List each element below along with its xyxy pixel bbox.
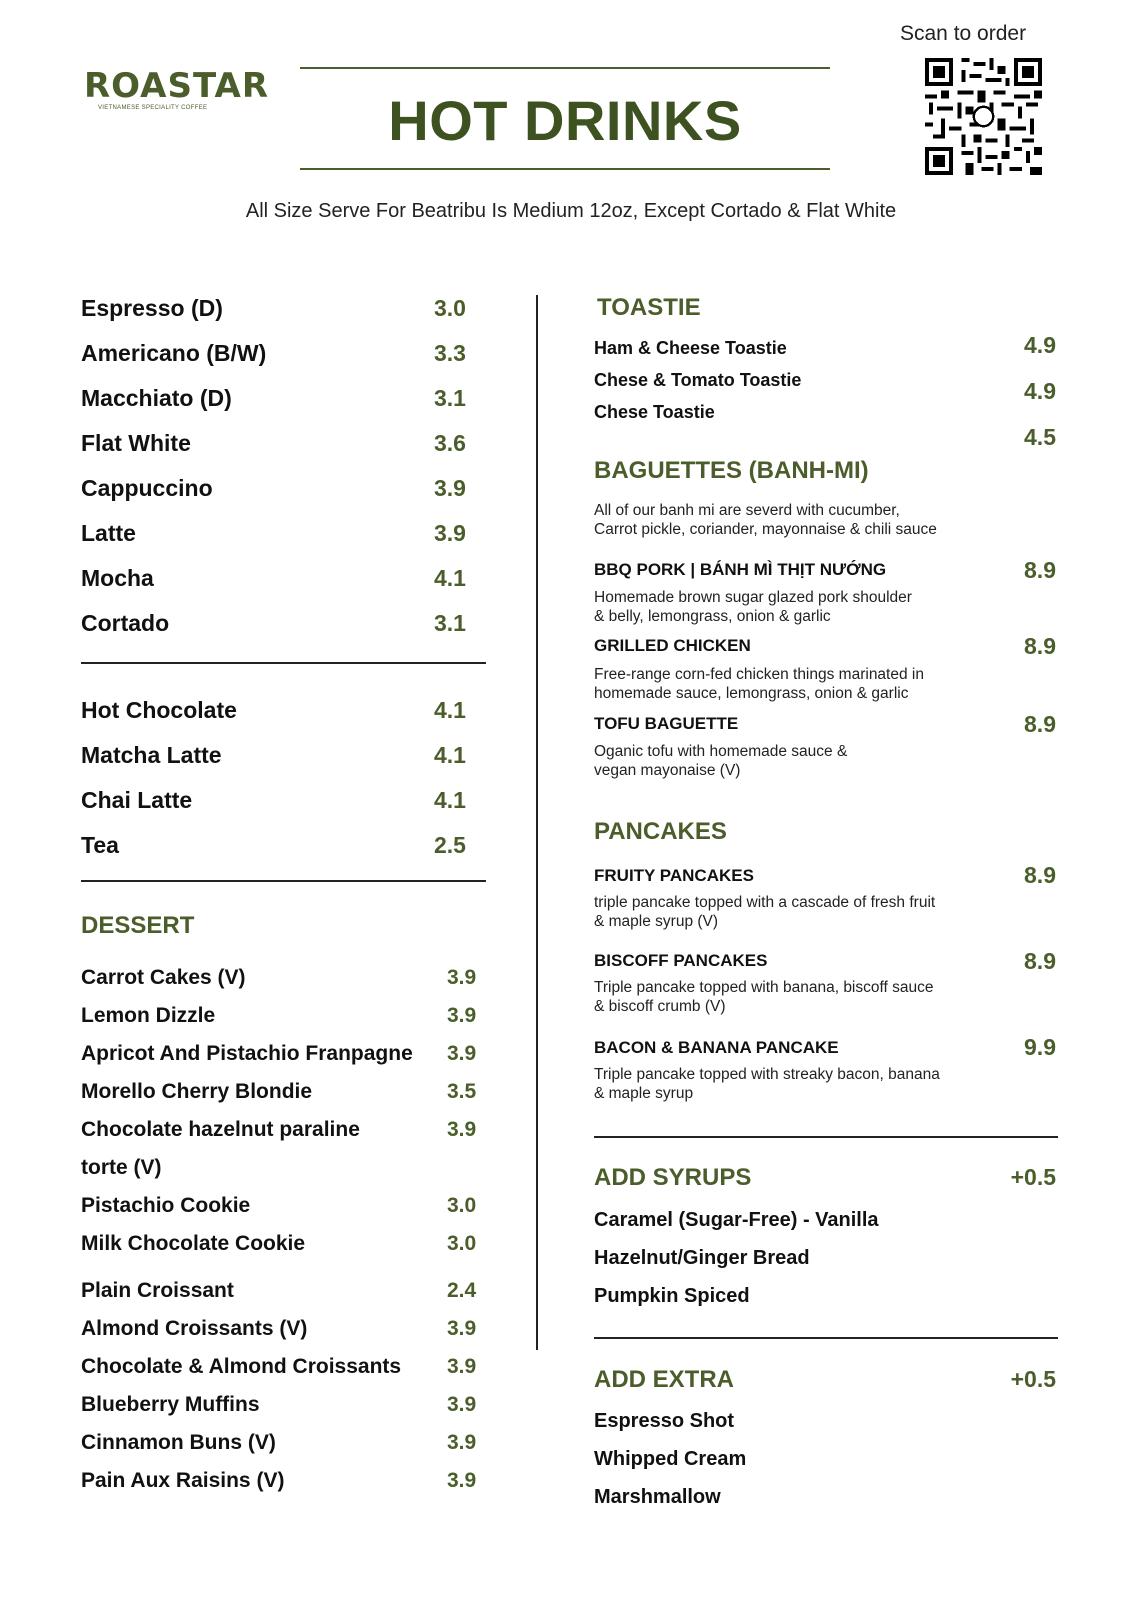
item-price: 4.1: [434, 696, 466, 723]
brand-logo: [84, 66, 270, 112]
item-price: 4.9: [1024, 332, 1056, 358]
item-name: Tea: [81, 831, 119, 858]
item-name: Cortado: [81, 609, 170, 636]
logo-wordmark: ROASTAR: [84, 66, 270, 106]
menu-item: Chese Toastie: [594, 402, 715, 422]
menu-item: [81, 601, 474, 645]
item-name: Morello Cherry Blondie: [81, 1080, 313, 1103]
menu-item: [81, 823, 474, 867]
section-divider: [81, 880, 486, 882]
item-description: triple pancake topped with a cascade of fresh fruit & maple syrup (V): [594, 894, 936, 930]
item-price: 3.9: [447, 1393, 477, 1416]
menu-item: [81, 466, 474, 510]
item-name: Cappuccino: [81, 474, 213, 501]
page-title: HOT DRINKS: [388, 89, 742, 152]
baguettes-intro: All of our banh mi are severd with cucumber, Carrot pickle, coriander, mayonnaise & chili sauce: [594, 502, 937, 538]
item-price: 4.9: [1024, 378, 1056, 404]
menu-item: Chese & Tomato Toastie: [594, 370, 802, 390]
item-name: Carrot Cakes (V): [81, 966, 246, 989]
column-divider: [536, 295, 538, 1350]
item-name: Mocha: [81, 564, 154, 591]
title-rule-bottom: [300, 168, 830, 170]
menu-item: [81, 1149, 481, 1187]
item-name: Espresso (D): [81, 294, 223, 321]
item-price: 3.0: [447, 1194, 477, 1217]
item-price: 8.9: [1024, 862, 1056, 888]
menu-item: [81, 1310, 481, 1348]
menu-item: Marshmallow: [594, 1486, 721, 1508]
item-price: 3.9: [447, 1431, 477, 1454]
menu-item: [81, 733, 474, 777]
item-price: 2.4: [447, 1279, 477, 1302]
menu-item: Espresso Shot: [594, 1410, 735, 1432]
item-price: 3.9: [434, 474, 466, 501]
menu-item: [81, 331, 474, 375]
item-name: Flat White: [81, 429, 191, 456]
pancakes-heading: PANCAKES: [594, 818, 727, 845]
item-price: 3.1: [434, 384, 466, 411]
item-name: Chocolate & Almond Croissants: [81, 1355, 402, 1378]
menu-item: [81, 556, 474, 600]
item-description: Triple pancake topped with streaky bacon, banana & maple syrup: [594, 1066, 940, 1102]
title-rule-top: [300, 67, 830, 69]
item-price: 3.9: [434, 519, 466, 546]
scan-to-order-label: Scan to order: [900, 22, 1027, 45]
menu-item: BBQ PORK | BÁNH MÌ THỊT NƯỚNG: [594, 560, 887, 579]
item-price: 3.9: [447, 1317, 477, 1340]
item-price: 3.9: [447, 1469, 477, 1492]
item-description: Homemade brown sugar glazed pork shoulder & belly, lemongrass, onion & garlic: [594, 589, 912, 625]
menu-item: Hazelnut/Ginger Bread: [594, 1247, 810, 1269]
item-price: 4.1: [434, 564, 466, 591]
menu-item: [81, 1187, 481, 1225]
menu-item: [81, 1111, 481, 1149]
extras-heading: ADD EXTRA: [594, 1366, 735, 1393]
item-price: 9.9: [1024, 1034, 1056, 1060]
item-price: 4.1: [434, 786, 466, 813]
item-price: 3.3: [434, 339, 466, 366]
qr-code-icon[interactable]: [925, 58, 1042, 175]
menu-item: Whipped Cream: [594, 1448, 747, 1470]
menu-item: [81, 286, 474, 330]
item-name: Pistachio Cookie: [81, 1194, 251, 1217]
item-name: Pain Aux Raisins (V): [81, 1469, 285, 1492]
syrups-heading: ADD SYRUPS: [594, 1164, 752, 1191]
baguettes-heading: BAGUETTES (BANH-MI): [594, 457, 869, 484]
item-price: 4.5: [1024, 424, 1056, 450]
menu-item: [81, 1035, 481, 1073]
item-price: 3.9: [447, 1042, 477, 1065]
item-price: 3.1: [434, 609, 466, 636]
section-divider: [594, 1337, 1058, 1339]
item-description: Free-range corn-fed chicken things marinated in homemade sauce, lemongrass, onion & garlic: [594, 666, 924, 702]
item-description: Oganic tofu with homemade sauce & vegan mayonaise (V): [594, 743, 848, 779]
menu-item: [81, 421, 474, 465]
item-price: 3.9: [447, 1355, 477, 1378]
item-price: 8.9: [1024, 948, 1056, 974]
item-price: 3.9: [447, 1118, 477, 1141]
menu-item: [81, 1424, 481, 1462]
menu-item: [81, 1462, 481, 1500]
item-price: 8.9: [1024, 557, 1056, 583]
menu-item: [81, 778, 474, 822]
menu-item: [81, 1348, 481, 1386]
item-name: Apricot And Pistachio Franpagne: [81, 1042, 413, 1065]
item-name: Cinnamon Buns (V): [81, 1431, 276, 1454]
item-name: Plain Croissant: [81, 1279, 234, 1302]
section-divider: [594, 1136, 1058, 1138]
item-price: 3.0: [447, 1232, 477, 1255]
item-name: Blueberry Muffins: [81, 1393, 260, 1416]
item-name: Almond Croissants (V): [81, 1317, 308, 1340]
item-name: Chai Latte: [81, 786, 193, 813]
item-name: Chocolate hazelnut paraline: [81, 1118, 360, 1141]
item-price: 8.9: [1024, 711, 1056, 737]
menu-item: Pumpkin Spiced: [594, 1285, 750, 1307]
menu-item: [81, 688, 474, 732]
menu-item: [81, 1073, 481, 1111]
item-name: Hot Chocolate: [81, 696, 237, 723]
item-name: Milk Chocolate Cookie: [81, 1232, 306, 1255]
item-price: 4.1: [434, 741, 466, 768]
menu-item: [81, 376, 474, 420]
menu-item: TOFU BAGUETTE: [594, 714, 739, 733]
item-name: Latte: [81, 519, 136, 546]
menu-item: Caramel (Sugar-Free) - Vanilla: [594, 1209, 879, 1231]
size-note: All Size Serve For Beatribu Is Medium 12oz, Except Cortado & Flat White: [245, 200, 897, 222]
menu-item: [81, 997, 481, 1035]
extras-price: +0.5: [1010, 1366, 1056, 1392]
item-name: torte (V): [81, 1156, 162, 1179]
item-price: 3.0: [434, 294, 466, 321]
item-name: Macchiato (D): [81, 384, 232, 411]
menu-item: FRUITY PANCAKES: [594, 866, 754, 885]
item-name: Americano (B/W): [81, 339, 267, 366]
menu-item: BACON & BANANA PANCAKE: [594, 1038, 839, 1057]
item-description: Triple pancake topped with banana, biscoff sauce & biscoff crumb (V): [594, 979, 934, 1015]
item-price: 3.9: [447, 1004, 477, 1027]
item-price: 3.5: [447, 1080, 477, 1103]
item-price: 3.9: [447, 966, 477, 989]
menu-item: [81, 1272, 481, 1310]
item-price: 3.6: [434, 429, 466, 456]
section-divider: [81, 662, 486, 664]
item-name: Lemon Dizzle: [81, 1004, 216, 1027]
dessert-heading: DESSERT: [81, 912, 195, 939]
menu-item: [81, 1386, 481, 1424]
menu-item: [81, 959, 481, 997]
logo-tagline: VIETNAMESE SPECIALITY COFFEE: [98, 105, 208, 111]
item-name: Matcha Latte: [81, 741, 222, 768]
menu-item: [81, 511, 474, 555]
item-price: 8.9: [1024, 633, 1056, 659]
syrups-price: +0.5: [1010, 1164, 1056, 1190]
toastie-heading: TOASTIE: [597, 294, 701, 321]
menu-item: Ham & Cheese Toastie: [594, 338, 787, 358]
menu-item: [81, 1225, 481, 1263]
menu-item: GRILLED CHICKEN: [594, 636, 751, 655]
item-price: 2.5: [434, 831, 466, 858]
menu-item: BISCOFF PANCAKES: [594, 951, 768, 970]
